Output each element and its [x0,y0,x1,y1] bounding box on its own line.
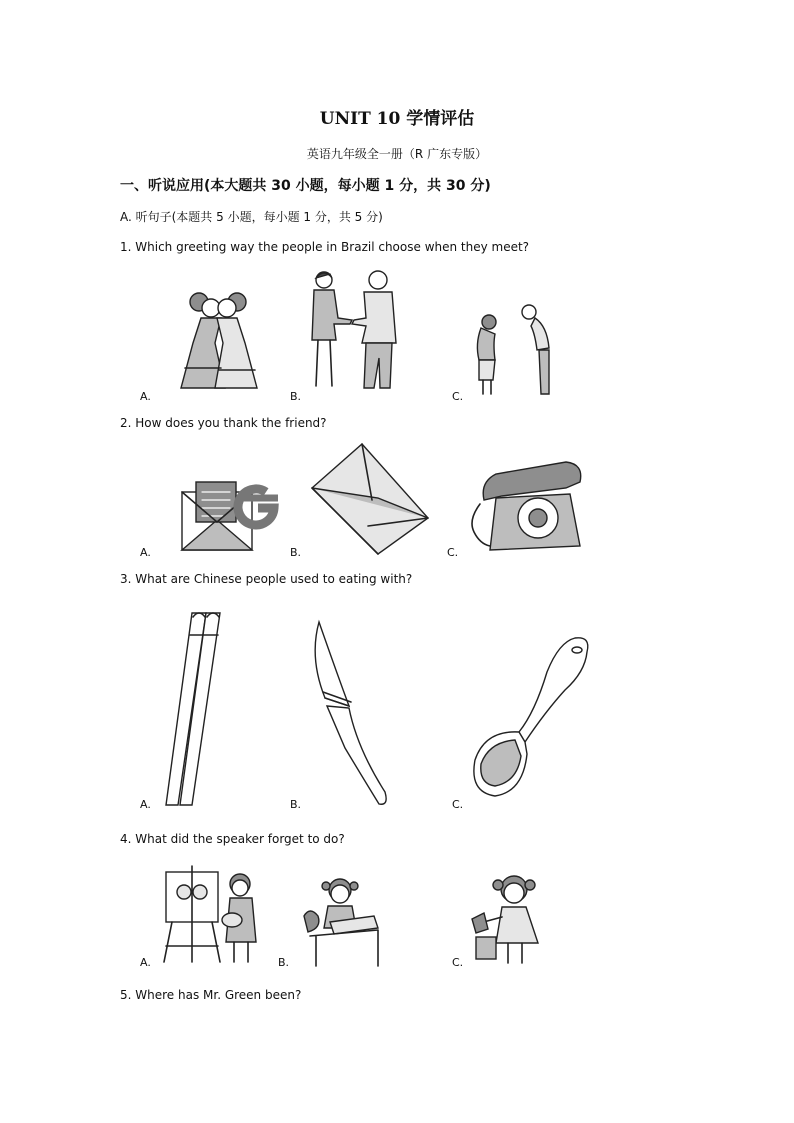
q3-option-c-label: C. [452,798,464,811]
page-title: UNIT 10 学情评估 [319,109,475,129]
kissing-women-icon [175,288,265,398]
section-heading: 一、听说应用(本大题共 30 小题，每小题 1 分，共 30 分) [120,178,491,194]
spoon-icon [465,632,595,802]
knife-icon [305,618,395,810]
question-3-text: 3. What are Chinese people used to eating with? [120,572,413,586]
question-5-text: 5. Where has Mr. Green been? [120,988,302,1002]
q4-option-a-label: A. [140,956,151,969]
q2-option-b-label: B. [290,546,302,559]
q2-option-c-label: C. [447,546,459,559]
email-icon [178,458,288,556]
q4-option-b-label: B. [278,956,290,969]
q1-option-c-label: C. [452,390,464,403]
q1-option-a-label: A. [140,390,151,403]
question-2-text: 2. How does you thank the friend? [120,416,327,430]
envelope-icon [308,438,433,558]
page-subtitle: 英语九年级全一册（R 广东专版） [306,147,488,161]
question-4-text: 4. What did the speaker forget to do? [120,832,345,846]
telephone-icon [466,460,591,555]
bowing-people-icon [465,300,570,400]
q3-option-a-label: A. [140,798,151,811]
question-1-text: 1. Which greeting way the people in Brazil choose when they meet? [120,240,530,254]
q2-option-a-label: A. [140,546,151,559]
q1-option-b-label: B. [290,390,302,403]
handshake-icon [300,268,410,398]
part-heading: A. 听句子(本题共 5 小题，每小题 1 分，共 5 分) [120,210,383,224]
chopsticks-icon [158,605,228,810]
painting-girl-icon [158,862,264,968]
q3-option-b-label: B. [290,798,302,811]
sweeping-girl-icon [468,873,553,969]
homework-girl-icon [300,876,380,968]
q4-option-c-label: C. [452,956,464,969]
